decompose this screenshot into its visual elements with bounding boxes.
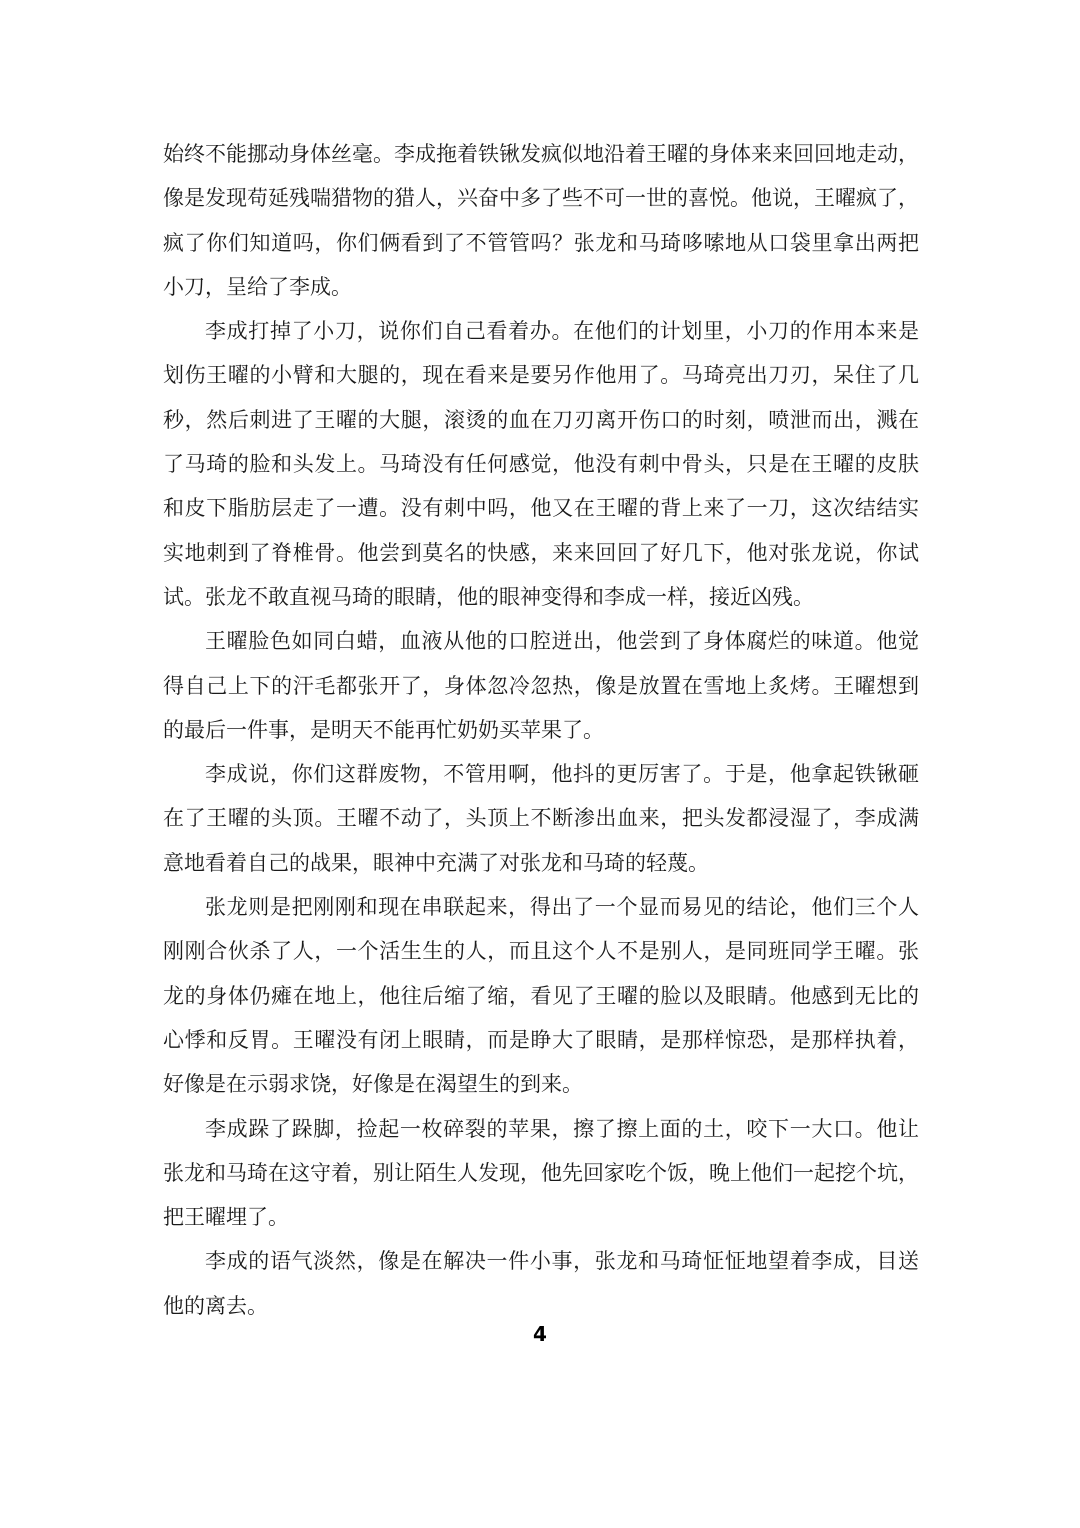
text-line: 和皮下脂肪层走了一遭。没有刺中吗，他又在王曜的背上来了一刀，这次结结实 <box>163 496 919 521</box>
text-line: 秒，然后刺进了王曜的大腿，滚烫的血在刀刃离开伤口的时刻，喷泄而出，溅在 <box>163 407 919 432</box>
text-line: 李成的语气淡然，像是在解决一件小事，张龙和马琦怔怔地望着李成，目送 <box>205 1249 919 1274</box>
text-line: 的最后一件事，是明天不能再忙奶奶买苹果了。 <box>163 717 604 742</box>
text-line: 实地刺到了脊椎骨。他尝到莫名的快感，来来回回了好几下，他对张龙说，你试 <box>163 540 919 565</box>
text-line: 始终不能挪动身体丝毫。李成拖着铁锹发疯似地沿着王曜的身体来来回回地走动， <box>163 142 919 166</box>
text-line: 他的离去。 <box>163 1293 268 1318</box>
text-line: 李成说，你们这群废物，不管用啊，他抖的更厉害了。于是，他拿起铁锹砸 <box>205 762 919 787</box>
text-line: 李成跺了跺脚，捡起一枚碎裂的苹果，擦了擦上面的土，咬下一大口。他让 <box>205 1116 919 1141</box>
text-line: 龙的身体仍瘫在地上，他往后缩了缩，看见了王曜的脸以及眼睛。他感到无比的 <box>163 983 919 1008</box>
text-line: 李成打掉了小刀，说你们自己看着办。在他们的计划里，小刀的作用本来是 <box>205 319 919 344</box>
text-line: 划伤王曜的小臂和大腿的，现在看来是要另作他用了。马琦亮出刀刃，呆住了几 <box>163 363 919 388</box>
text-line: 得自己上下的汗毛都张开了，身体忽冷忽热，像是放置在雪地上炙烤。王曜想到 <box>163 673 919 698</box>
text-line: 试。张龙不敢直视马琦的眼睛，他的眼神变得和李成一样，接近凶残。 <box>163 584 814 609</box>
text-line: 刚刚合伙杀了人，一个活生生的人，而且这个人不是别人，是同班同学王曜。张 <box>163 939 919 964</box>
text-line: 意地看着自己的战果，眼神中充满了对张龙和马琦的轻蔑。 <box>163 850 709 875</box>
text-line: 好像是在示弱求饶，好像是在渴望生的到来。 <box>163 1072 583 1097</box>
text-line: 小刀，呈给了李成。 <box>163 274 352 299</box>
text-line: 王曜脸色如同白蜡，血液从他的口腔迸出，他尝到了身体腐烂的味道。他觉 <box>205 629 919 654</box>
text-line: 在了王曜的头顶。王曜不动了，头顶上不断渗出血来，把头发都浸湿了，李成满 <box>163 806 919 831</box>
text-line: 张龙和马琦在这守着，别让陌生人发现，他先回家吃个饭，晚上他们一起挖个坑， <box>163 1160 919 1185</box>
text-line: 像是发现苟延残喘猎物的猎人，兴奋中多了些不可一世的喜悦。他说，王曜疯了， <box>163 186 919 211</box>
page-number: 4 <box>533 1322 547 1346</box>
text-line: 心悸和反胃。王曜没有闭上眼睛，而是睁大了眼睛，是那样惊恐，是那样执着， <box>163 1027 919 1052</box>
text-line: 把王曜埋了。 <box>163 1205 289 1230</box>
body-text <box>163 132 919 1328</box>
text-line: 疯了你们知道吗，你们俩看到了不管管吗？张龙和马琦哆嗦地从口袋里拿出两把 <box>163 230 919 255</box>
text-line: 张龙则是把刚刚和现在串联起来，得出了一个显而易见的结论，他们三个人 <box>205 895 919 920</box>
text-line: 了马琦的脸和头发上。马琦没有任何感觉，他没有刺中骨头，只是在王曜的皮肤 <box>163 452 919 477</box>
